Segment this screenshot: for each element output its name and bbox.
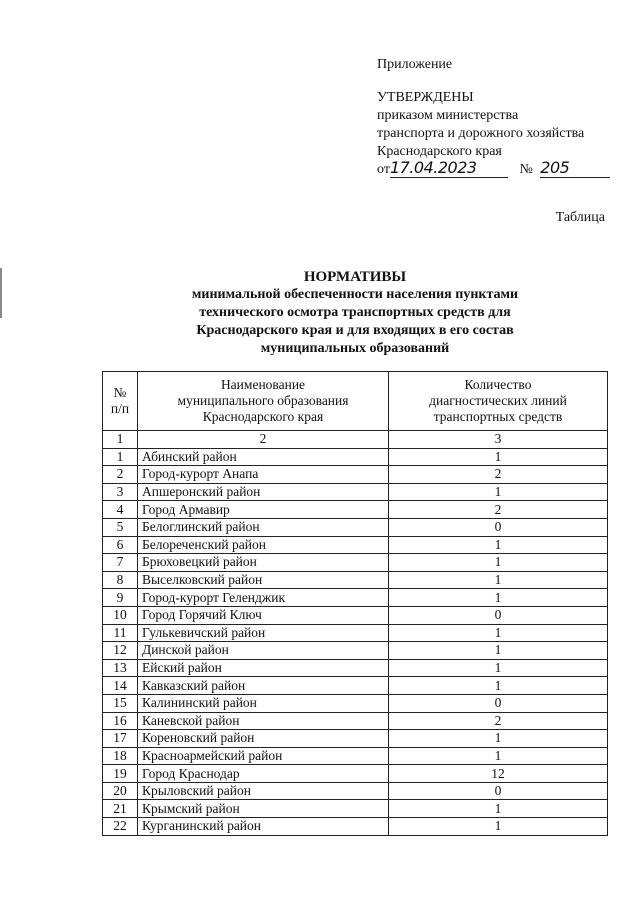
table-row <box>103 518 608 536</box>
row-number: 12 <box>103 642 138 660</box>
row-number: 17 <box>103 730 138 748</box>
header-municipality-line-1: Наименование <box>220 377 306 392</box>
row-municipality: Город-курорт Геленджик <box>138 589 389 607</box>
row-number: 13 <box>103 659 138 677</box>
table-row <box>103 677 608 695</box>
table-caption: Таблица <box>555 210 605 225</box>
row-municipality: Динской район <box>138 642 389 660</box>
row-lines-count: 12 <box>389 765 608 783</box>
row-lines-count: 1 <box>389 659 608 677</box>
appendix-label: Приложение <box>377 57 453 72</box>
row-number: 14 <box>103 677 138 695</box>
table-row <box>103 659 608 677</box>
row-lines-count: 0 <box>389 782 608 800</box>
row-number: 9 <box>103 589 138 607</box>
header-lines-count <box>389 372 608 431</box>
row-number: 3 <box>103 483 138 501</box>
row-municipality: Крымский район <box>138 800 389 818</box>
number-prefix: № <box>519 162 533 177</box>
row-municipality: Город Армавир <box>138 501 389 519</box>
row-number: 21 <box>103 800 138 818</box>
row-lines-count: 1 <box>389 571 608 589</box>
scan-margin-mark <box>0 268 2 318</box>
row-lines-count: 1 <box>389 589 608 607</box>
table-row <box>103 571 608 589</box>
row-municipality: Город Краснодар <box>138 765 389 783</box>
table-row <box>103 606 608 624</box>
row-number: 10 <box>103 606 138 624</box>
table-row <box>103 554 608 572</box>
title-line-4: муниципальных образований <box>260 341 450 356</box>
row-lines-count: 1 <box>389 536 608 554</box>
row-municipality: Абинский район <box>138 448 389 466</box>
date-number-row <box>377 158 610 179</box>
row-lines-count: 1 <box>389 554 608 572</box>
row-number: 20 <box>103 782 138 800</box>
row-lines-count: 0 <box>389 694 608 712</box>
row-lines-count: 1 <box>389 642 608 660</box>
table-row <box>103 800 608 818</box>
date-field <box>389 158 508 178</box>
norms-table <box>102 371 608 836</box>
row-municipality: Кореновский район <box>138 730 389 748</box>
table-row <box>103 624 608 642</box>
handwritten-date: 17.04.2023 <box>389 158 477 177</box>
row-lines-count: 1 <box>389 800 608 818</box>
header-municipality-line-3: Краснодарского края <box>202 409 324 424</box>
number-field <box>540 158 610 178</box>
table-row <box>103 730 608 748</box>
document-title <box>100 268 610 358</box>
row-lines-count: 2 <box>389 712 608 730</box>
index-cell: 3 <box>389 431 608 449</box>
row-lines-count: 1 <box>389 624 608 642</box>
row-number: 16 <box>103 712 138 730</box>
title-line-3: Краснодарского края и для входящих в его состав <box>196 323 514 338</box>
row-lines-count: 2 <box>389 501 608 519</box>
table-row <box>103 483 608 501</box>
title-line-2: технического осмотра транспортных средств для <box>199 305 511 320</box>
handwritten-number: 205 <box>540 158 570 177</box>
row-municipality: Крыловский район <box>138 782 389 800</box>
row-lines-count: 0 <box>389 518 608 536</box>
row-lines-count: 2 <box>389 466 608 484</box>
row-municipality: Гулькевичский район <box>138 624 389 642</box>
row-lines-count: 1 <box>389 818 608 836</box>
table-row <box>103 466 608 484</box>
index-cell: 2 <box>138 431 389 449</box>
approved-line-2: транспорта и дорожного хозяйства <box>377 126 585 141</box>
approved-line-3: Краснодарского края <box>377 144 502 159</box>
header-lines-count-line-2: диагностических линий <box>429 393 567 408</box>
table-row <box>103 818 608 836</box>
table-header-row <box>103 372 608 431</box>
row-number: 8 <box>103 571 138 589</box>
row-lines-count: 1 <box>389 483 608 501</box>
row-lines-count: 0 <box>389 606 608 624</box>
table-row <box>103 448 608 466</box>
table-row <box>103 589 608 607</box>
title-main: НОРМАТИВЫ <box>303 269 407 285</box>
row-number: 22 <box>103 818 138 836</box>
row-municipality: Брюховецкий район <box>138 554 389 572</box>
table-row <box>103 694 608 712</box>
header-lines-count-line-1: Количество <box>464 377 532 392</box>
row-lines-count: 1 <box>389 677 608 695</box>
row-lines-count: 1 <box>389 730 608 748</box>
row-number: 18 <box>103 747 138 765</box>
row-number: 6 <box>103 536 138 554</box>
row-municipality: Апшеронский район <box>138 483 389 501</box>
index-cell: 1 <box>103 431 138 449</box>
header-number-line-1: № <box>113 385 127 400</box>
row-number: 7 <box>103 554 138 572</box>
approved-line-1: приказом министерства <box>377 108 519 123</box>
row-municipality: Каневской район <box>138 712 389 730</box>
header-municipality <box>138 372 389 431</box>
row-number: 4 <box>103 501 138 519</box>
row-municipality: Ейский район <box>138 659 389 677</box>
row-municipality: Город Горячий Ключ <box>138 606 389 624</box>
row-municipality: Красноармейский район <box>138 747 389 765</box>
row-number: 5 <box>103 518 138 536</box>
table-row <box>103 765 608 783</box>
row-municipality: Калининский район <box>138 694 389 712</box>
row-municipality: Кавказский район <box>138 677 389 695</box>
row-municipality: Белоглинский район <box>138 518 389 536</box>
header-municipality-line-2: муниципального образования <box>177 393 349 408</box>
table-row <box>103 712 608 730</box>
row-municipality: Курганинский район <box>138 818 389 836</box>
approved-label: УТВЕРЖДЕНЫ <box>377 90 474 105</box>
row-number: 2 <box>103 466 138 484</box>
row-municipality: Белореченский район <box>138 536 389 554</box>
row-municipality: Выселковский район <box>138 571 389 589</box>
table-row <box>103 642 608 660</box>
row-lines-count: 1 <box>389 448 608 466</box>
title-line-1: минимальной обеспеченности населения пунктами <box>191 287 519 302</box>
table-row <box>103 501 608 519</box>
row-number: 11 <box>103 624 138 642</box>
table-row <box>103 782 608 800</box>
row-municipality: Город-курорт Анапа <box>138 466 389 484</box>
date-prefix: от <box>377 162 390 177</box>
header-number <box>103 372 138 431</box>
approval-block <box>377 56 610 179</box>
header-number-line-2: п/п <box>110 401 130 416</box>
column-index-row <box>103 431 608 449</box>
row-lines-count: 1 <box>389 747 608 765</box>
table-row <box>103 747 608 765</box>
row-number: 15 <box>103 694 138 712</box>
row-number: 1 <box>103 448 138 466</box>
table-row <box>103 536 608 554</box>
header-lines-count-line-3: транспортных средств <box>433 409 563 424</box>
row-number: 19 <box>103 765 138 783</box>
